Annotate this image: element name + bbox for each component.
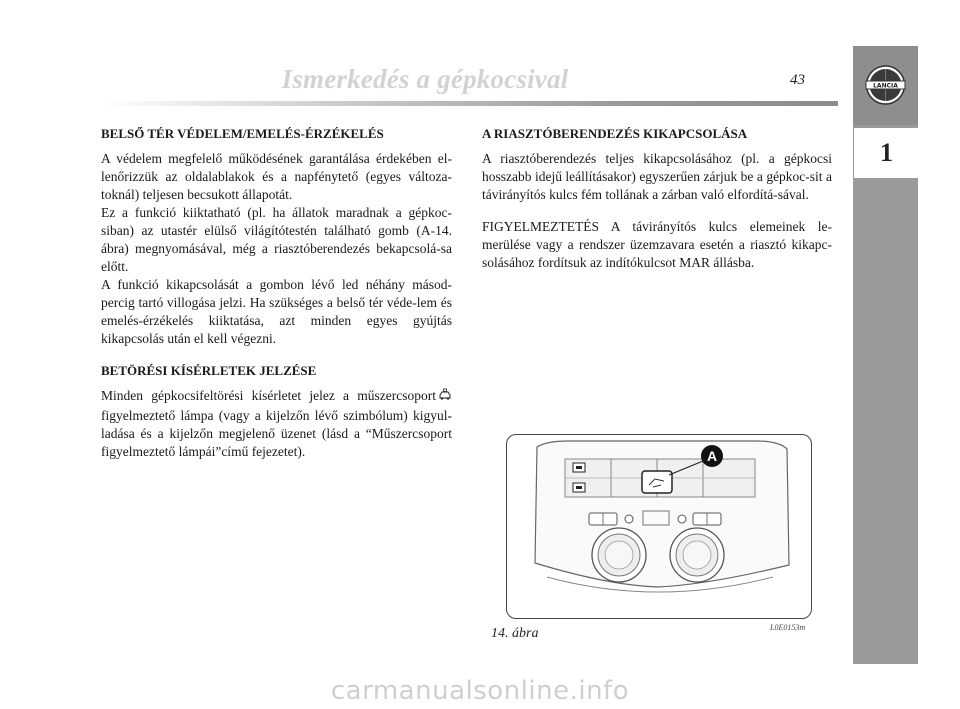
- paragraph-text: Minden gépkocsifeltörési kísérletet jelez a műszercsoport: [101, 388, 436, 403]
- lancia-logo-icon: [853, 46, 918, 125]
- watermark: carmanualsonline.info: [330, 676, 630, 706]
- paragraph: Ez a funkció kiiktatható (pl. ha állatok maradnak a gépkoc-siban) az utastér elülső világítótestén található gomb (A-14. ábra) megnyomásával, még a riasztóberendezés bekapcsolá-sa előtt.: [101, 205, 452, 274]
- logo-box: [853, 46, 918, 125]
- warning-paragraph: FIGYELMEZTETÉS A távirányítós kulcs elemeinek le-merülése vagy a rendszer üzemzavara esetén a riasztó kikapc-solásához fordítsuk az indítókulcsot MAR állásba.: [482, 219, 832, 270]
- figure-code: L0E0153m: [770, 623, 806, 632]
- section-heading-alarm-deactivation: A RIASZTÓBERENDEZÉS KIKAPCSOLÁSA: [482, 126, 748, 141]
- section-heading-interior-protection: BELSŐ TÉR VÉDELEM/EMELÉS-ÉRZÉKELÉS: [101, 126, 384, 141]
- roof-console-illustration: [507, 435, 811, 618]
- alarm-exclusion-button: [642, 471, 672, 493]
- right-column: [482, 125, 832, 272]
- header-rule: [100, 101, 838, 106]
- alarm-car-icon: [438, 388, 452, 407]
- paragraph: A riasztóberendezés teljes kikapcsolásához (pl. a gépkocsi hosszabb idejű leállításakor) egyszerűen zárjuk be a gépkoc-sit a távirányítós kulcs fém tollának a zárban való elfordítá-sával.: [482, 151, 832, 202]
- chapter-number: 1: [880, 138, 893, 167]
- paragraph-text: figyelmeztető lámpa (vagy a kijelzőn lévő szimbólum) kigyul-ladása és a kijelzőn megjelenő üzenet (lásd a “Műszercsoport figyelmeztető lámpái”című fejezetet).: [101, 408, 452, 459]
- figure-caption: 14. ábra: [491, 626, 539, 641]
- page-number: 43: [790, 72, 805, 88]
- logo-text: LANCIA: [873, 82, 898, 90]
- paragraph: A védelem megfelelő működésének garantálása érdekében el-lenőrizzük az oldalablakok és a napfénytető (egyes változa-toknál) teljesen becsukott állapotát.: [101, 151, 452, 202]
- left-column: [101, 125, 452, 461]
- page-header-title: Ismerkedés a gépkocsival: [281, 64, 569, 94]
- paragraph: A funkció kikapcsolását a gombon lévő led néhány másod-percig tartó villogása jelzi. Ha szükséges a belső tér véde-lem és emelés-érzékelés kiiktatása, azt minden egyes gyújtás kikapcsolás után el kell végezni.: [101, 277, 452, 346]
- chapter-side-tab: [853, 46, 918, 664]
- callout-a-label: A: [706, 448, 718, 464]
- figure-box: [506, 434, 812, 619]
- section-heading-break-in-attempts: BETÖRÉSI KÍSÉRLETEK JELZÉSE: [101, 363, 317, 378]
- chapter-box: [853, 128, 919, 178]
- paragraph: [101, 387, 452, 461]
